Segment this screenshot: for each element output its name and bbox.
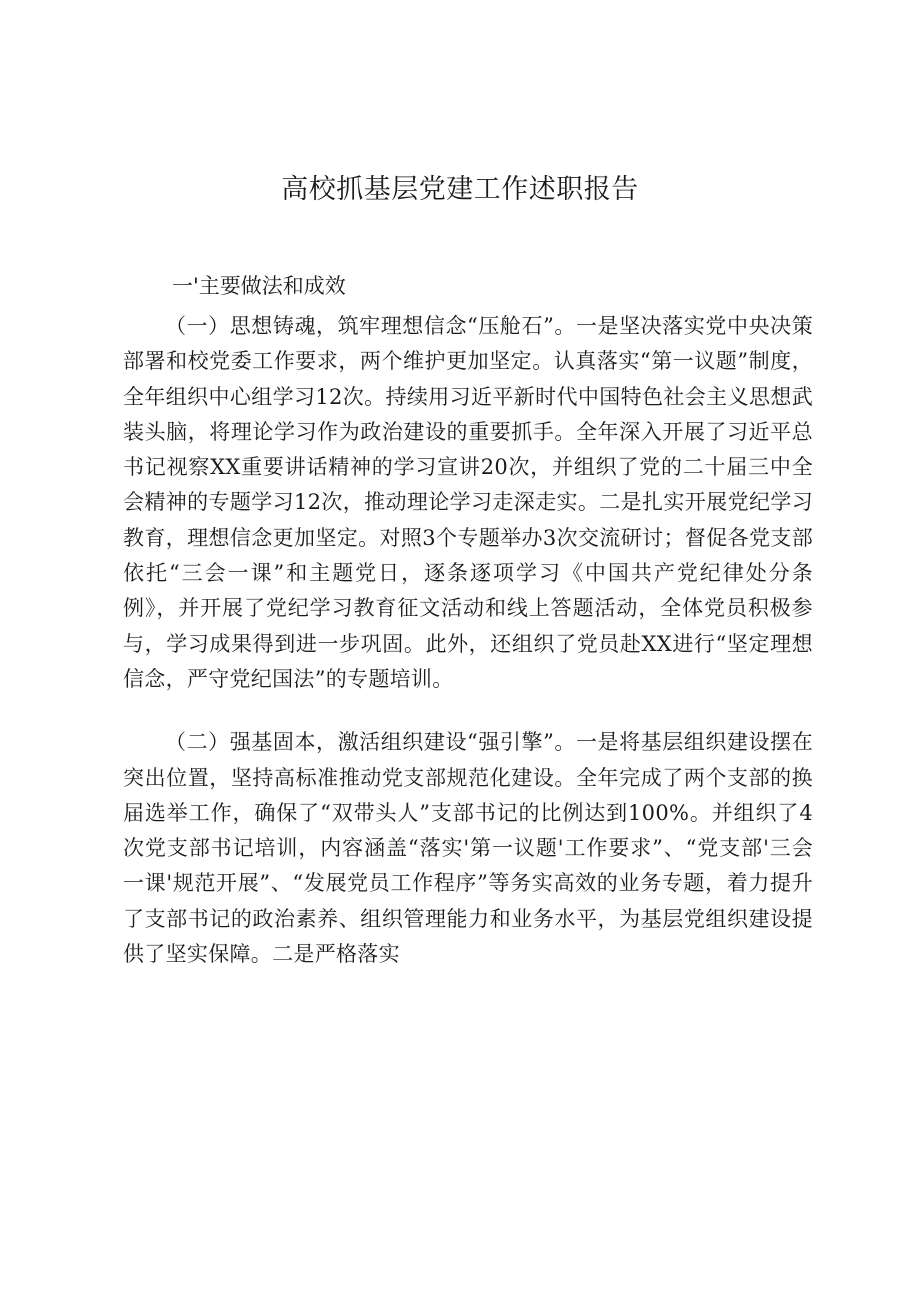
document-body [123, 309, 813, 972]
section-heading-main-practices: 一'主要做法和成效 [172, 274, 346, 298]
paragraph-organizational-building: （二）强基固本，激活组织建设“强引擎”。一是将基层组织建设摆在突出位置，坚持高标准推动党支部规范化建设。全年完成了两个支部的换届选举工作，确保了“双带头人”支部书记的比例达到100%。并组织了4次党支部书记培训，内容涵盖“落实'第一议题'工作要求”、“党支部'三会一课'规范开展”、“发展党员工作程序”等务实高效的业务专题，着力提升了支部书记的政治素养、组织管理能力和业务水平，为基层党组织建设提供了坚实保障。二是严格落实 [123, 730, 813, 967]
document-title: 高校抓基层党建工作述职报告 [281, 174, 639, 205]
paragraph-ideological-building: （一）思想铸魂，筑牢理想信念“压舱石”。一是坚决落实党中央决策部署和校党委工作要求，两个维护更加坚定。认真落实“第一议题”制度，全年组织中心组学习12次。持续用习近平新时代中国特色社会主义思想武装头脑，将理论学习作为政治建设的重要抓手。全年深入开展了习近平总书记视察XX重要讲话精神的学习宣讲20次，并组织了党的二十届三中全会精神的专题学习12次，推动理论学习走深走实。二是扎实开展党纪学习教育，理想信念更加坚定。对照3个专题举办3次交流研讨；督促各党支部依托“三会一课”和主题党日，逐条逐项学习《中国共产党纪律处分条例》，并开展了党纪学习教育征文活动和线上答题活动，全体党员积极参与，学习成果得到进一步巩固。此外，还组织了党员赴XX进行“坚定理想信念，严守党纪国法”的专题培训。 [123, 314, 813, 691]
